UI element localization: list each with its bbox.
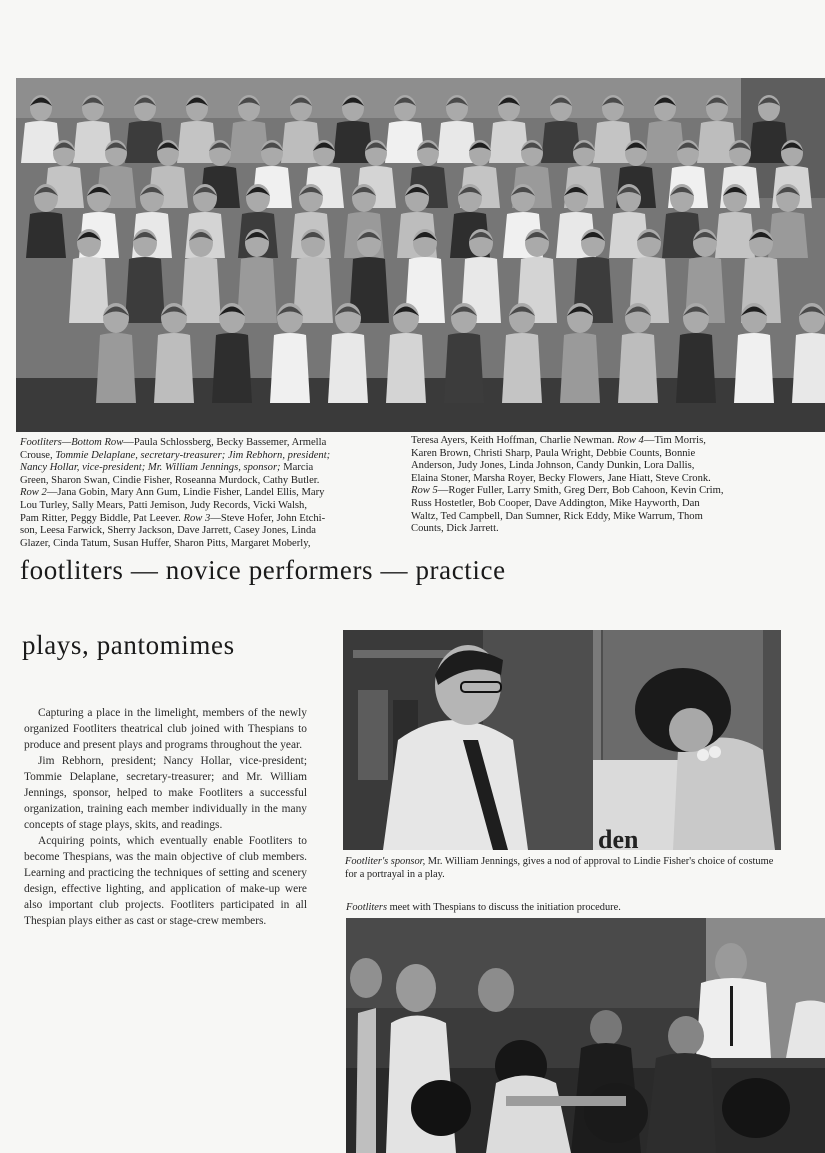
group-member-body	[444, 333, 484, 403]
roster-line: Glazer, Cinda Tatum, Susan Huffer, Sharon Pitts, Margaret Moberly,	[20, 537, 311, 549]
group-photo	[16, 78, 825, 432]
group-member-body	[154, 333, 194, 403]
roster-line: son, Leesa Farwick, Sherry Jackson, Dave Jarrett, Casey Jones, Linda	[20, 525, 316, 537]
group-member-body	[69, 257, 109, 323]
page-headline: footliters — novice performers — practice	[20, 555, 506, 585]
group-member-body	[125, 257, 165, 323]
page-subheadline: plays, pantomimes	[22, 630, 235, 660]
group-member-body	[328, 333, 368, 403]
group-member-body	[618, 333, 658, 403]
article-body	[24, 705, 307, 929]
group-member-body	[212, 333, 252, 403]
roster-line: Nancy Hollar, vice-president; Mr. William Jennings, sponsor; Marcia	[20, 462, 314, 474]
group-photo-image	[16, 78, 825, 432]
roster-line: Footliters—Bottom Row—Paula Schlossberg, Becky Bassemer, Armella	[20, 437, 327, 448]
roster-caption-left	[20, 437, 384, 550]
sponsor-photo	[343, 630, 781, 850]
roster-line: Teresa Ayers, Keith Hoffman, Charlie Newman. Row 4—Tim Morris,	[411, 435, 706, 446]
sponsor-photo-image	[343, 630, 781, 850]
group-member-body	[715, 212, 755, 258]
roster-line: Counts, Dick Jarrett.	[411, 523, 499, 535]
meeting-photo-image	[346, 918, 825, 1153]
roster-line: Elaina Stoner, Marsha Royer, Becky Flowers, Jane Hiatt, Steve Cronk.	[411, 472, 711, 484]
group-member-body	[502, 333, 542, 403]
group-member-body	[96, 333, 136, 403]
group-member-body	[181, 257, 221, 323]
meeting-photo	[346, 918, 825, 1153]
roster-line: Anderson, Judy Jones, Linda Johnson, Candy Dunkin, Lora Dallis,	[411, 460, 695, 472]
group-member-body	[792, 333, 825, 403]
body-paragraph: Capturing a place in the limelight, members of the newly organized Footliters theatrical club joined with Thespians to produce and present plays and programs throughout the year.	[24, 707, 307, 751]
roster-line: Pam Ritter, Peggy Biddle, Pat Leever. Row 3—Steve Hofer, John Etchi-	[20, 512, 326, 524]
body-paragraph: Acquiring points, which eventually enable Footliters to become Thespians, was the main objective of club members. Learning and practicing the techniques of setting and scenery design, effective lighting, and application of make-up were also important club projects. Footliters participated in all Thespian plays either as cast or stage-crew members.	[24, 835, 307, 927]
roster-line: Row 5—Roger Fuller, Larry Smith, Greg Derr, Bob Cahoon, Kevin Crim,	[411, 485, 724, 497]
group-member-body	[26, 212, 66, 258]
roster-caption-right	[411, 435, 780, 536]
roster-line: Row 2—Jana Gobin, Mary Ann Gum, Lindie Fisher, Landel Ellis, Mary	[20, 487, 325, 499]
roster-line: Crouse, Tommie Delaplane, secretary-treasurer; Jim Rebhorn, president;	[20, 449, 331, 461]
group-member-body	[386, 333, 426, 403]
roster-line: Karen Brown, Christi Sharp, Paula Wright, Debbie Counts, Bonnie	[411, 447, 696, 459]
roster-line: Waltz, Ted Campbell, Dan Sumner, Rick Eddy, Mike Warrum, Thom	[411, 510, 703, 522]
group-member-body	[734, 333, 774, 403]
group-member-body	[270, 333, 310, 403]
sponsor-photo-caption: Footliter's sponsor, Mr. William Jennings, gives a nod of approval to Lindie Fisher's choice of costume for a portrayal in a play.	[345, 856, 774, 880]
meeting-photo-caption: Footliters meet with Thespians to discuss the initiation procedure.	[346, 902, 621, 913]
group-member-body	[560, 333, 600, 403]
roster-line: Lou Turley, Sally Mears, Patti Jemison, Judy Records, Vicki Walsh,	[20, 499, 307, 511]
sign-text: den	[598, 825, 639, 850]
body-paragraph: Jim Rebhorn, president; Nancy Hollar, vice-president; Tommie Delaplane, secretary-treasurer; and Mr. William Jennings, sponsor, helped to make Footliters a successful organization, training each member individually in the many concepts of stage plays, skits, and readings.	[24, 755, 307, 831]
roster-line: Russ Hostetler, Bob Cooper, Dave Addington, Mike Hayworth, Dan	[411, 497, 700, 509]
group-member-body	[676, 333, 716, 403]
group-member-body	[768, 212, 808, 258]
roster-line: Green, Sharon Swan, Cindie Fisher, Roseanna Murdock, Cathy Butler.	[20, 474, 320, 486]
